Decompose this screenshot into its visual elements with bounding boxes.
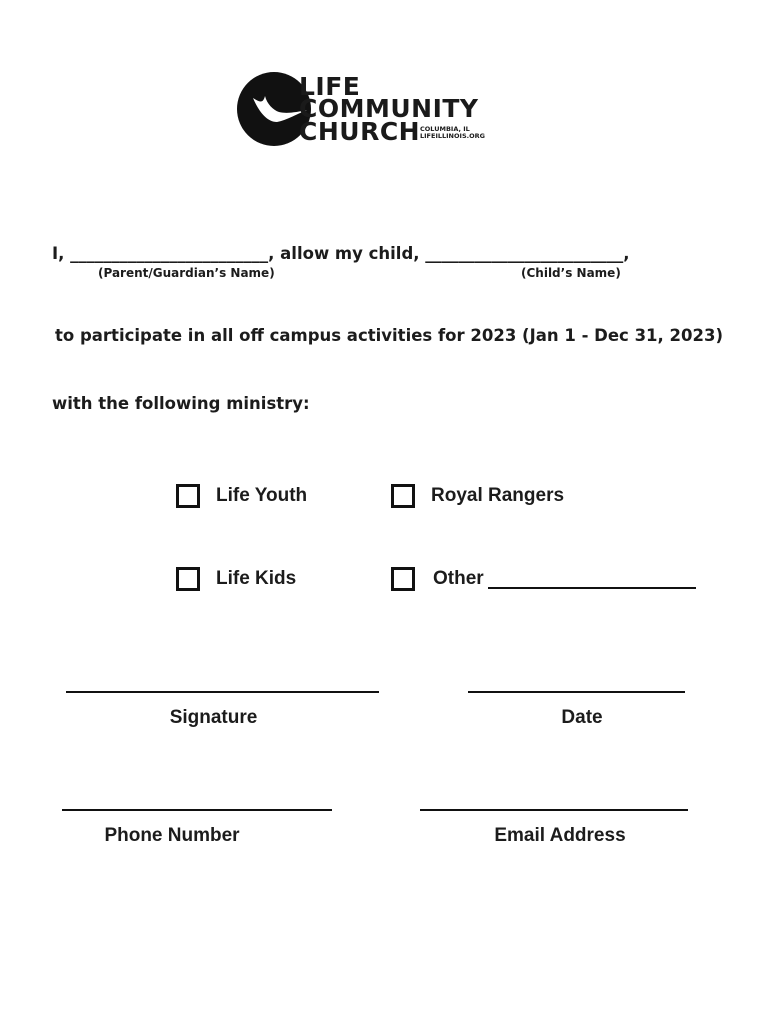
royal-rangers-checkbox[interactable] [391, 484, 415, 508]
church-logo [237, 72, 497, 146]
parent-name-label: (Parent/Guardian’s Name) [98, 266, 275, 280]
ministry-text: with the following ministry: [52, 394, 310, 413]
option-life-youth[interactable] [176, 484, 307, 508]
logo-website: LIFEILLINOIS.ORG [420, 132, 485, 140]
logo-line-3: CHURCH [299, 117, 421, 146]
option-life-kids[interactable] [176, 567, 296, 591]
date-label: Date [561, 707, 603, 728]
life-kids-label: Life Kids [216, 568, 297, 589]
phone-line[interactable] [62, 809, 332, 811]
option-royal-rangers[interactable] [391, 484, 564, 508]
consent-line: I, ________________________, allow my child, ________________________, [52, 244, 630, 263]
option-other[interactable] [391, 567, 696, 591]
signature-line[interactable] [66, 691, 379, 693]
life-kids-checkbox[interactable] [176, 567, 200, 591]
other-checkbox[interactable] [391, 567, 415, 591]
participation-text: to participate in all off campus activities for 2023 (Jan 1 - Dec 31, 2023) [55, 326, 724, 345]
life-youth-label: Life Youth [216, 485, 308, 506]
logo-location: COLUMBIA, IL [420, 125, 470, 133]
email-label: Email Address [494, 825, 626, 846]
phone-label: Phone Number [104, 825, 240, 846]
other-blank-line[interactable] [488, 569, 696, 589]
signature-label: Signature [169, 707, 258, 728]
email-line[interactable] [420, 809, 688, 811]
child-name-label: (Child’s Name) [521, 266, 621, 280]
royal-rangers-label: Royal Rangers [431, 485, 565, 506]
logo-line-2: COMMUNITY [299, 94, 479, 123]
life-youth-checkbox[interactable] [176, 484, 200, 508]
logo-line-1: LIFE [299, 72, 361, 101]
date-line[interactable] [468, 691, 685, 693]
other-label: Other [433, 568, 484, 589]
